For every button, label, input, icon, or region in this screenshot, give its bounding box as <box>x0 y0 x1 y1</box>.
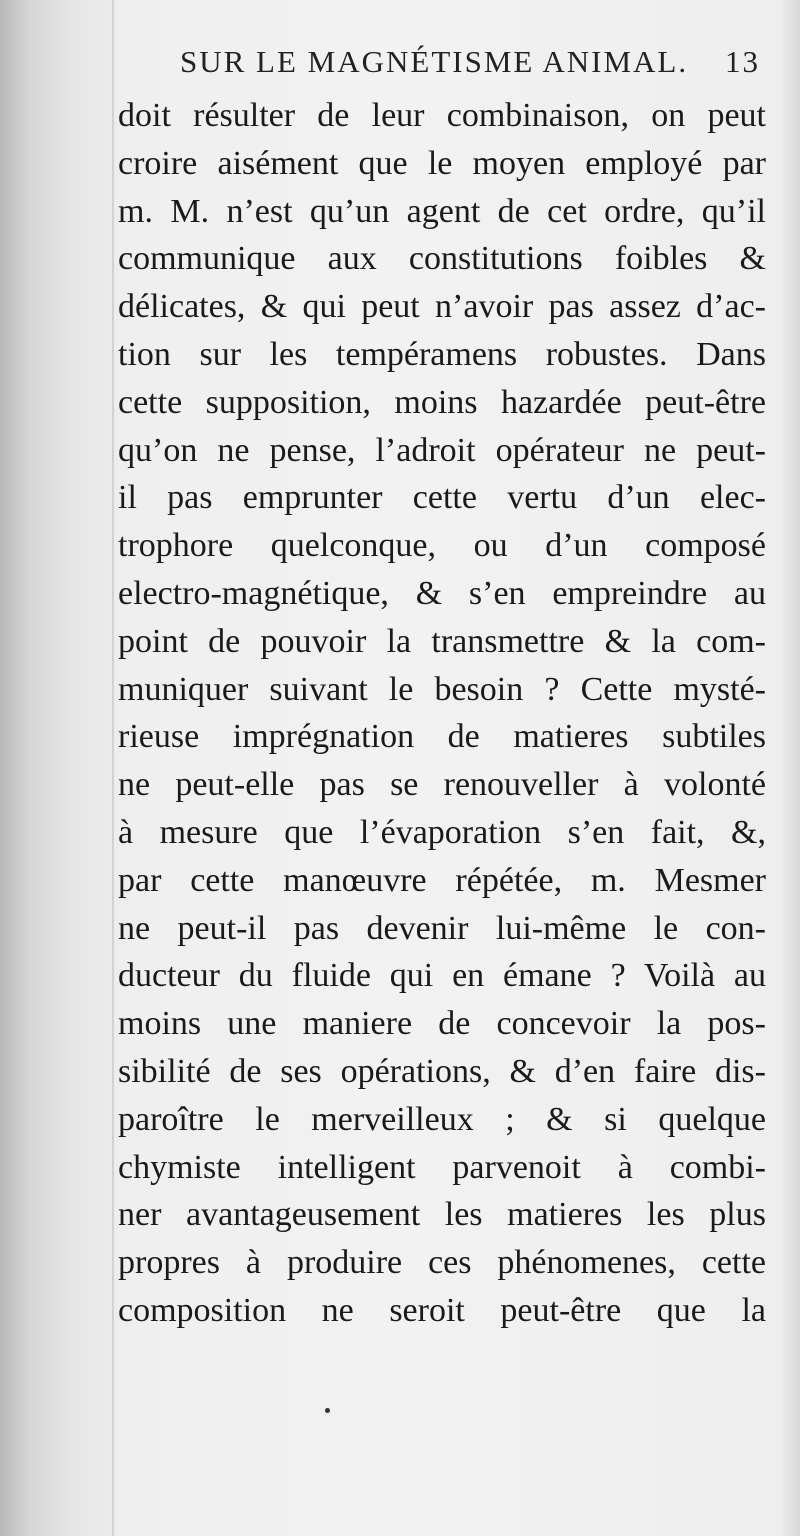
text-line: moins une maniere de concevoir la pos- <box>118 1005 766 1043</box>
page-number: 13 <box>725 44 760 79</box>
text-line: par cette manœuvre répétée, m. Mesmer <box>118 861 766 899</box>
gutter-shadow <box>112 0 114 1536</box>
text-line: muniquer suivant le besoin ? Cette mysté- <box>118 670 766 708</box>
text-line: croire aisément que le moyen employé par <box>118 144 766 182</box>
text-line: ne peut-il pas devenir lui-même le con- <box>118 909 766 947</box>
text-line: délicates, & qui peut n’avoir pas assez d’ac- <box>118 288 766 326</box>
text-line: ducteur du fluide qui en émane ? Voilà au <box>118 957 766 995</box>
text-line: composition ne seroit peut-être que la <box>118 1291 766 1329</box>
text-line: paroître le merveilleux ; & si quelque <box>118 1100 766 1138</box>
text-line: tion sur les tempéramens robustes. Dans <box>118 335 766 373</box>
text-line: à mesure que l’évaporation s’en fait, &, <box>118 813 766 851</box>
ink-dot <box>325 1408 330 1413</box>
text-line: m. M. n’est qu’un agent de cet ordre, qu’il <box>118 192 766 230</box>
text-line: cette supposition, moins hazardée peut-être <box>118 383 766 421</box>
body-text <box>118 92 766 1335</box>
text-line: communique aux constitutions foibles & <box>118 240 766 278</box>
text-line: chymiste intelligent parvenoit à combi- <box>118 1148 766 1186</box>
text-line: doit résulter de leur combinaison, on peut <box>118 97 766 134</box>
text-line: qu’on ne pense, l’adroit opérateur ne peut- <box>118 431 766 469</box>
text-line: point de pouvoir la transmettre & la com- <box>118 622 766 660</box>
text-line: electro-magnétique, & s’en empreindre au <box>118 574 766 612</box>
text-line: trophore quelconque, ou d’un composé <box>118 527 766 565</box>
text-line: ner avantageusement les matieres les plus <box>118 1196 766 1234</box>
text-line: propres à produire ces phénomenes, cette <box>118 1244 766 1282</box>
text-line: ne peut-elle pas se renouveller à volonté <box>118 766 766 804</box>
text-line: rieuse imprégnation de matieres subtiles <box>118 718 766 756</box>
text-line: sibilité de ses opérations, & d’en faire dis- <box>118 1052 766 1090</box>
running-head-title: SUR LE MAGNÉTISME ANIMAL. <box>180 44 689 79</box>
text-line: il pas emprunter cette vertu d’un elec- <box>118 479 766 517</box>
running-head <box>180 44 760 84</box>
